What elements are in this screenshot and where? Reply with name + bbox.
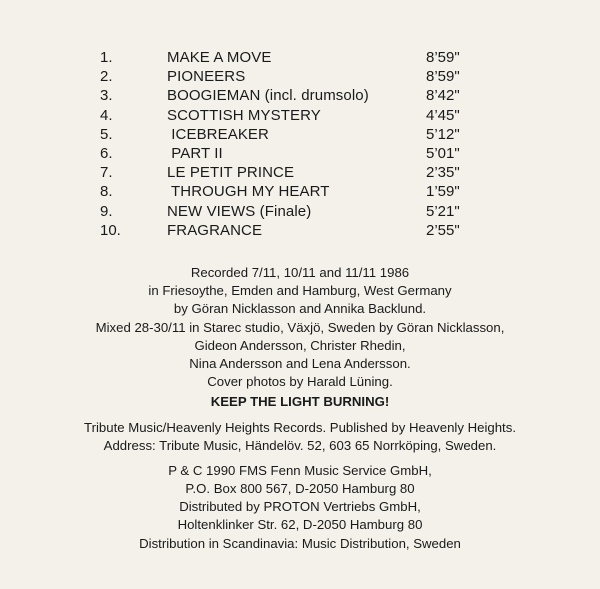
track-title: SCOTTISH MYSTERY	[167, 106, 321, 124]
track-title: MAKE A MOVE	[167, 49, 272, 66]
distribution-line: P & C 1990 FMS Fenn Music Service GmbH,	[168, 462, 432, 478]
track-duration: 2’55"	[426, 221, 460, 239]
track-number: 7.	[100, 164, 113, 182]
track-title: THROUGH MY HEART	[167, 183, 330, 201]
track-title: FRAGRANCE	[167, 221, 263, 239]
track-row	[0, 67, 600, 86]
track-duration: 1’59"	[426, 183, 460, 201]
track-duration: 2’35"	[426, 164, 460, 182]
track-duration: 8’59"	[426, 68, 460, 86]
track-title: PART II	[167, 144, 223, 162]
distribution-line: P.O. Box 800 567, D-2050 Hamburg 80	[185, 481, 415, 497]
distribution-line: Holtenklinker Str. 62, D-2050 Hamburg 80	[177, 517, 423, 533]
credits	[0, 264, 600, 553]
track-row	[0, 163, 600, 182]
track-number: 3.	[100, 87, 113, 105]
track-title: LE PETIT PRINCE	[167, 164, 295, 182]
track-duration: 8’59"	[426, 49, 460, 66]
recording-line: Cover photos by Harald Lüning.	[207, 374, 393, 390]
track-row	[0, 221, 600, 240]
track-number: 6.	[100, 144, 113, 162]
track-number: 9.	[100, 202, 113, 220]
track-row	[0, 182, 600, 201]
track-number: 10.	[100, 221, 121, 239]
track-number: 4.	[100, 106, 113, 124]
motto: KEEP THE LIGHT BURNING!	[210, 394, 390, 410]
track-duration: 5’21"	[426, 202, 460, 220]
track-row	[0, 106, 600, 125]
track-duration: 4’45"	[426, 106, 460, 124]
distribution-line: Distribution in Scandinavia: Music Distribution, Sweden	[139, 535, 461, 551]
tracklist	[0, 48, 600, 240]
track-number: 8.	[100, 183, 113, 201]
track-row	[0, 125, 600, 144]
recording-line: by Göran Nicklasson and Annika Backlund.	[173, 301, 427, 317]
track-number: 2.	[100, 68, 113, 86]
track-number: 5.	[100, 125, 113, 143]
track-title: BOOGIEMAN (incl. drumsolo)	[167, 87, 369, 105]
label-info-line: Tribute Music/Heavenly Heights Records. Published by Heavenly Heights.	[84, 419, 516, 435]
track-duration: 5’01"	[426, 144, 460, 162]
track-title: NEW VIEWS (Finale)	[167, 202, 312, 220]
track-title: ICEBREAKER	[167, 125, 269, 143]
recording-line: Recorded 7/11, 10/11 and 11/11 1986	[190, 265, 410, 280]
track-number: 1.	[100, 49, 113, 66]
recording-line: Mixed 28-30/11 in Starec studio, Växjö, Sweden by Göran Nicklasson,	[95, 319, 505, 335]
track-title: PIONEERS	[167, 68, 246, 86]
recording-line: Gideon Andersson, Christer Rhedin,	[194, 337, 406, 353]
distribution-line: Distributed by PROTON Vertriebs GmbH,	[179, 499, 421, 515]
recording-line: in Friesoythe, Emden and Hamburg, West Germany	[148, 283, 452, 299]
recording-line: Nina Andersson and Lena Andersson.	[189, 355, 411, 371]
track-row	[0, 144, 600, 163]
track-row	[0, 86, 600, 105]
label-info-line: Address: Tribute Music, Händelöv. 52, 603 65 Norrköping, Sweden.	[103, 437, 497, 453]
track-duration: 5’12"	[426, 125, 460, 143]
track-duration: 8’42"	[426, 87, 460, 105]
track-row	[0, 202, 600, 221]
track-row	[0, 48, 600, 67]
